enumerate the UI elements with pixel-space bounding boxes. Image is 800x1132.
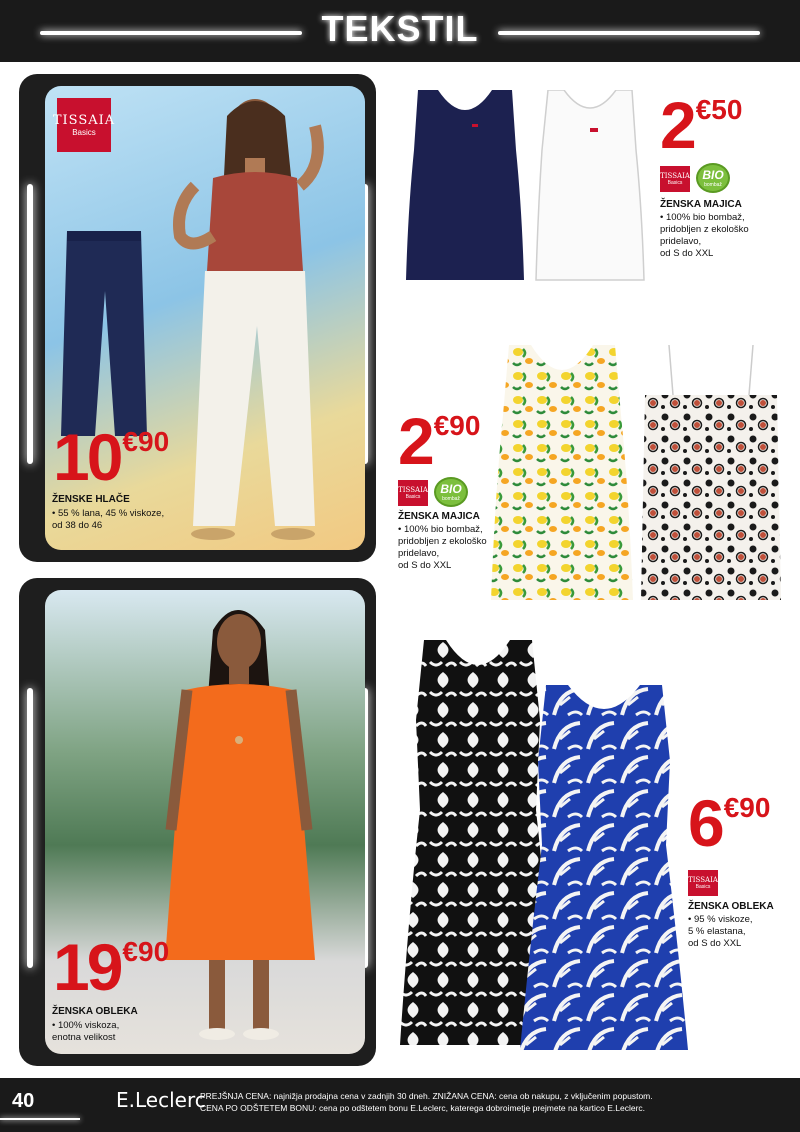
- product-desc-zenske-hlace: • 55 % lana, 45 % viskoze, od 38 do 46: [52, 508, 165, 531]
- header-glow-line-left: [40, 31, 302, 35]
- price-zenska-obleka-1: 19 €90: [53, 930, 170, 1004]
- product-desc-zenska-majica-2: • 100% bio bombaž, pridobljen z ekološko pridelavo, od S do XXL: [398, 524, 487, 571]
- lemon-print-tank-top-image: [487, 345, 637, 605]
- tissaia-logo-small: TISSAIA Basics: [660, 166, 690, 192]
- tissaia-logo: TISSAIA Basics: [57, 98, 111, 152]
- bio-badge-icon: BIO bombaž: [696, 163, 730, 193]
- product-card-pants: [19, 74, 376, 562]
- product-name-zenska-majica-2: ŽENSKA MAJICA: [398, 511, 480, 522]
- glow-bar-left: [27, 184, 33, 464]
- product-name-zenska-obleka-2: ŽENSKA OBLEKA: [688, 901, 774, 912]
- page-footer: [0, 1078, 800, 1132]
- product-desc-zenska-majica-1: • 100% bio bombaž, pridobljen z ekološko pridelavo, od S do XXL: [660, 212, 749, 259]
- page-title: TEKSTIL: [321, 8, 479, 49]
- navy-tank-top-image: [400, 90, 530, 285]
- product-name-zenske-hlace: ŽENSKE HLAČE: [52, 494, 130, 505]
- legal-text: PREJŠNJA CENA: najnižja prodajna cena v zadnjih 30 dneh. ZNIŽANA CENA: cena ob nakupu, z vključenim popustom. CENA PO ODŠTETEM BONU: cena po odštetem bonu E.Leclerc, katerega dobroimetje prejmete na kartico E.Leclerc.: [200, 1091, 653, 1113]
- store-logo: E.Leclerc: [116, 1088, 206, 1112]
- white-tank-top-image: [530, 90, 650, 285]
- price-zenska-majica-1: 2 €50: [660, 88, 743, 162]
- tissaia-logo-small-3: TISSAIA Basics: [688, 870, 718, 896]
- price-zenska-majica-2: 2 €90: [398, 404, 481, 478]
- bio-badge-icon-2: BIO bombaž: [434, 477, 468, 507]
- price-zenske-hlace: 10 €90: [53, 420, 170, 494]
- blue-leaf-print-dress-image: [516, 685, 692, 1055]
- product-name-zenska-obleka-1: ŽENSKA OBLEKA: [52, 1006, 138, 1017]
- page-header: [0, 0, 800, 62]
- tissaia-logo-small-2: TISSAIA Basics: [398, 480, 428, 506]
- product-desc-zenska-obleka-2: • 95 % viskoze, 5 % elastana, od S do XXL: [688, 914, 753, 949]
- page-number-underline: [0, 1118, 80, 1120]
- product-desc-zenska-obleka-1: • 100% viskoza, enotna velikost: [52, 1020, 120, 1043]
- glow-bar-left-2: [27, 688, 33, 968]
- page-number: 40: [12, 1090, 35, 1112]
- product-card-orange-dress: [19, 578, 376, 1066]
- navy-pants-image: [59, 231, 149, 441]
- product-name-zenska-majica-1: ŽENSKA MAJICA: [660, 199, 742, 210]
- leopard-print-tank-top-image: [637, 345, 785, 603]
- header-glow-line-right: [498, 31, 760, 35]
- price-zenska-obleka-2: 6 €90: [688, 786, 771, 860]
